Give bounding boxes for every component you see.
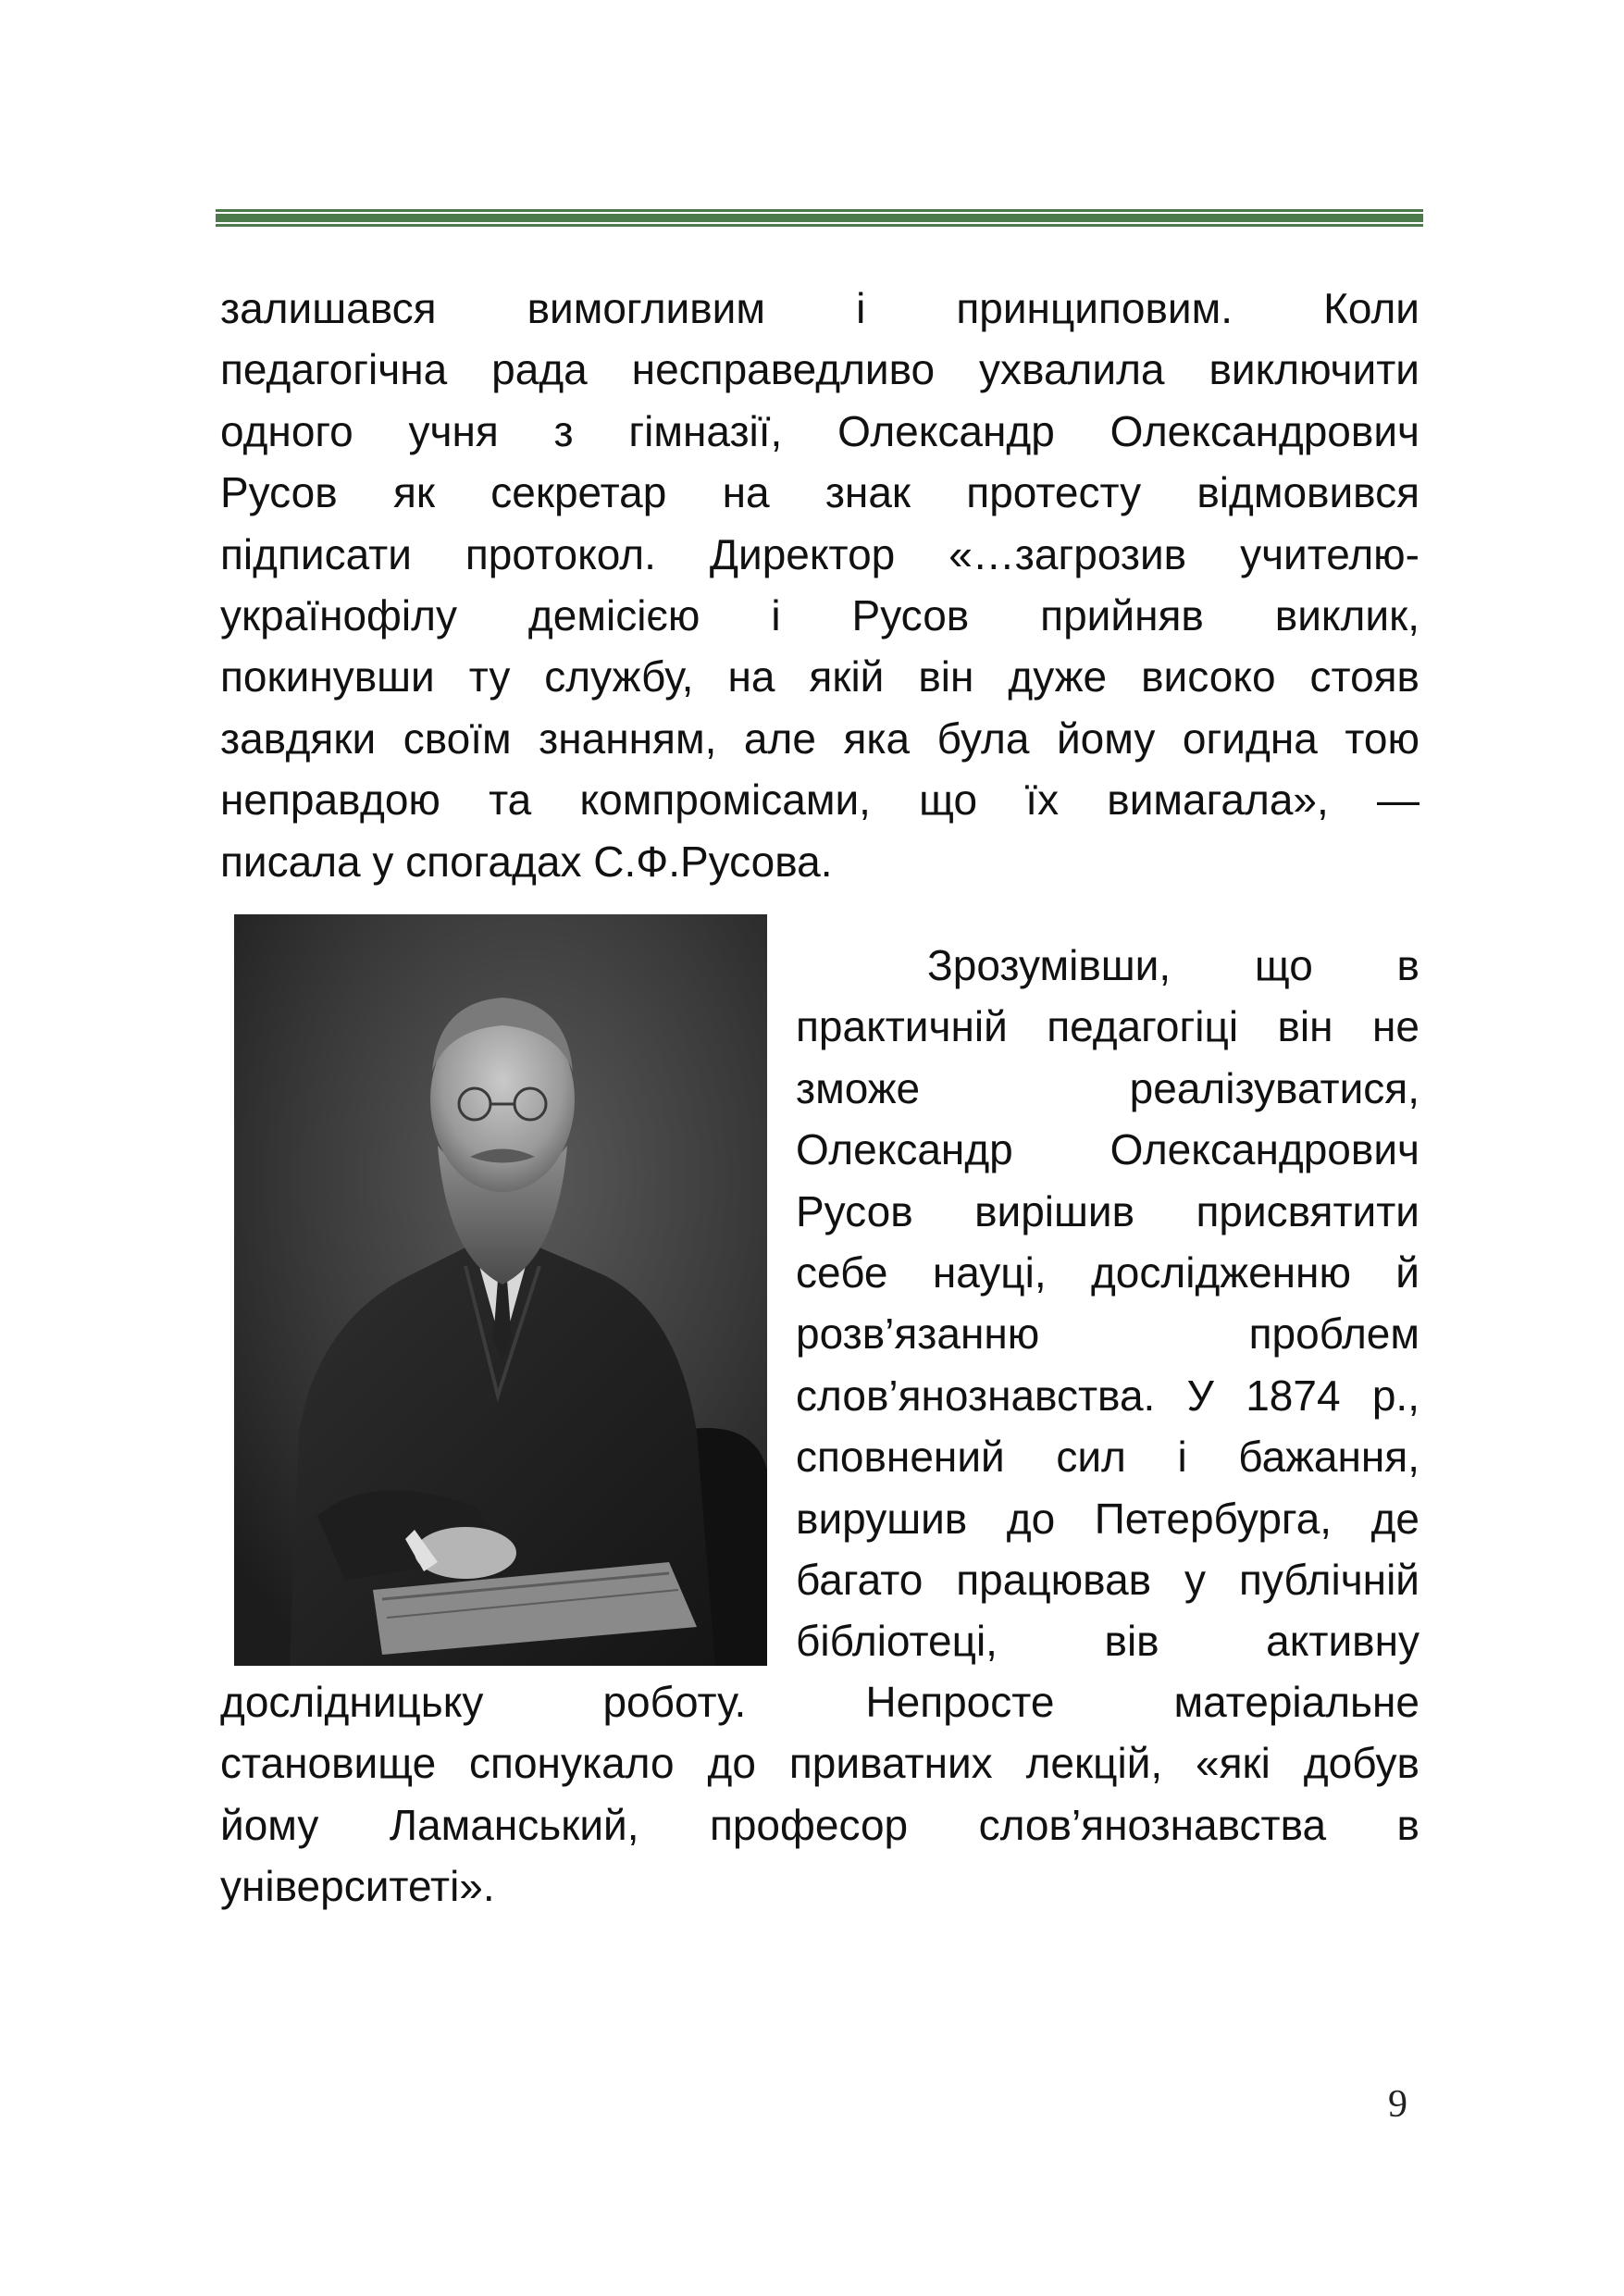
text-line: неправдою та компромісами, що їх вимагала», — [220,776,1419,825]
text-line: слов’янознавства. У 1874 р., [796,1371,1419,1420]
paragraph-2 [796,935,1419,1672]
text-line: писала у спогадах С.Ф.Русова. [220,837,833,886]
paragraph-1 [220,278,1419,892]
text-line: залишався вимогливим і принциповим. Коли [220,284,1419,332]
text-line: українофілу демісією і Русов прийняв виклик, [220,591,1419,640]
portrait-illustration [234,914,767,1666]
text-line: педагогічна рада несправедливо ухвалила виключити [220,345,1419,394]
text-line: університеті». [220,1862,495,1911]
header-rule-bottom [216,224,1423,227]
text-line: сповнений сил і бажання, [796,1433,1419,1482]
text-line: завдяки своїм знанням, але яка була йому огидна тою [220,714,1419,763]
page-number: 9 [1388,2083,1407,2126]
text-line: Русов як секретар на знак протесту відмовився [220,468,1419,517]
header-rule-thick [216,214,1423,222]
header-rule-top [216,209,1423,212]
text-line: йому Ламанський, професор слов’янознавства в [220,1800,1419,1849]
text-line: покинувши ту службу, на якій він дуже високо стояв [220,652,1419,701]
text-line: практичній педагогіці він не [796,1002,1419,1051]
text-line: становище спонукало до приватних лекцій, «які добув [220,1739,1419,1788]
text-line: одного учня з гімназії, Олександр Олександрович [220,406,1419,455]
text-line: Олександр Олександрович [796,1125,1419,1174]
text-line: багато працював у публічній [796,1556,1419,1605]
text-line-content: Зрозумівши, що в [927,941,1419,989]
text-line [796,935,1419,996]
portrait-photo-icon [234,914,767,1666]
text-line: зможе реалізуватися, [796,1063,1419,1112]
paragraph-3 [220,1671,1419,1917]
text-line: розв’язанню проблем [796,1309,1419,1359]
text-line: себе науці, дослідженню й [796,1248,1419,1297]
text-line: підписати протокол. Директор «…загрозив учителю- [220,529,1419,578]
text-line: дослідницьку роботу. Непросте матеріальне [220,1678,1419,1726]
text-line: вирушив до Петербурга, де [796,1494,1419,1543]
text-line: Русов вирішив присвятити [796,1186,1419,1235]
text-line: бібліотеці, вів активну [796,1617,1419,1666]
